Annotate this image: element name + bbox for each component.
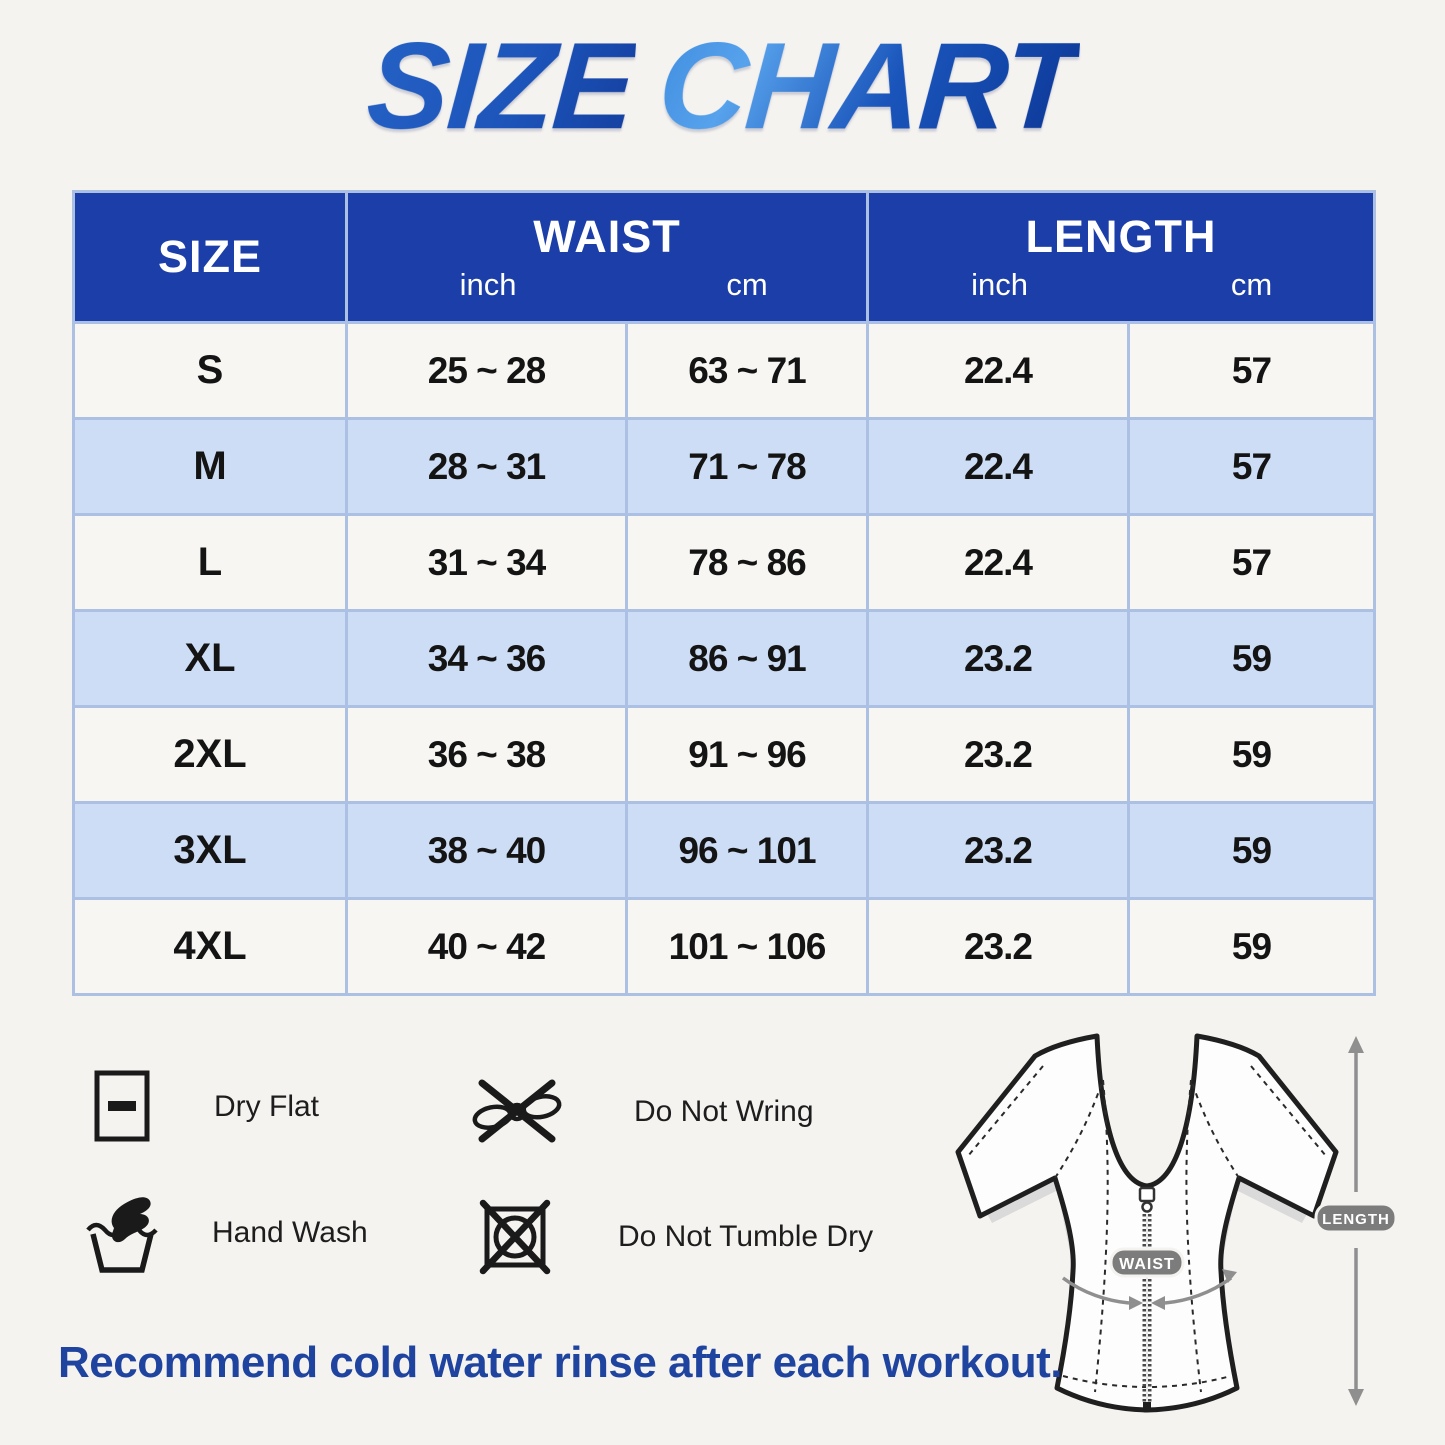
length-inch-cell: 23.2	[869, 708, 1127, 801]
length-inch-cell: 22.4	[869, 420, 1127, 513]
waist-cm-cell: 86 ~ 91	[628, 612, 866, 705]
size-cell: 4XL	[75, 900, 345, 993]
waist-inch-cell: 28 ~ 31	[348, 420, 625, 513]
length-badge	[1316, 1204, 1396, 1232]
size-cell: M	[75, 420, 345, 513]
length-unit-inch: inch	[971, 267, 1028, 302]
length-inch-cell: 23.2	[869, 900, 1127, 993]
care-item-hand-wash	[84, 1190, 368, 1276]
care-label: Hand Wash	[212, 1216, 368, 1249]
table-row-l	[75, 516, 1373, 609]
waist-cm-cell: 101 ~ 106	[628, 900, 866, 993]
table-row-4xl	[75, 900, 1373, 993]
length-unit-cm: cm	[1230, 267, 1273, 302]
size-cell: S	[75, 324, 345, 417]
size-cell: L	[75, 516, 345, 609]
care-label: Dry Flat	[214, 1090, 319, 1123]
size-cell: 2XL	[75, 708, 345, 801]
length-inch-cell: 22.4	[869, 324, 1127, 417]
length-badge-label: LENGTH	[1322, 1211, 1390, 1228]
length-inch-cell: 22.4	[869, 516, 1127, 609]
hand-wash-icon	[84, 1190, 160, 1276]
header-length	[869, 193, 1373, 321]
waist-inch-cell: 31 ~ 34	[348, 516, 625, 609]
length-cm-cell: 57	[1130, 420, 1373, 513]
waist-inch-cell: 25 ~ 28	[348, 324, 625, 417]
waist-inch-cell: 40 ~ 42	[348, 900, 625, 993]
care-item-do-not-wring	[466, 1076, 814, 1148]
header-waist-label: WAIST	[533, 211, 681, 262]
table-row-s	[75, 324, 1373, 417]
waist-cm-cell: 91 ~ 96	[628, 708, 866, 801]
length-cm-cell: 57	[1130, 324, 1373, 417]
waist-cm-cell: 63 ~ 71	[628, 324, 866, 417]
care-item-do-not-tumble-dry	[478, 1196, 873, 1278]
care-item-dry-flat	[90, 1068, 319, 1146]
length-inch-cell: 23.2	[869, 804, 1127, 897]
header-waist	[348, 193, 866, 321]
length-cm-cell: 59	[1130, 804, 1373, 897]
table-row-2xl	[75, 708, 1373, 801]
care-label: Do Not Tumble Dry	[618, 1220, 874, 1253]
length-cm-cell: 59	[1130, 900, 1373, 993]
waist-cm-cell: 71 ~ 78	[628, 420, 866, 513]
title-word-size: SIZE	[362, 18, 638, 155]
size-cell: 3XL	[75, 804, 345, 897]
length-cm-cell: 59	[1130, 708, 1373, 801]
header-length-units	[869, 267, 1373, 303]
waist-badge	[1111, 1249, 1183, 1276]
table-row-xl	[75, 612, 1373, 705]
table-row-m	[75, 420, 1373, 513]
waist-badge-label: WAIST	[1119, 1256, 1175, 1273]
table-header	[75, 193, 1373, 321]
length-cm-cell: 57	[1130, 516, 1373, 609]
header-size-label: SIZE	[157, 231, 263, 282]
length-inch-cell: 23.2	[869, 612, 1127, 705]
size-cell: XL	[75, 612, 345, 705]
do-not-tumble-dry-icon	[478, 1196, 552, 1278]
header-length-label: LENGTH	[1025, 211, 1217, 262]
table-row-3xl	[75, 804, 1373, 897]
waist-inch-cell: 38 ~ 40	[348, 804, 625, 897]
title-word-chart: CHART	[654, 18, 1083, 155]
waist-unit-cm: cm	[726, 267, 768, 302]
care-label: Do Not Wring	[634, 1095, 814, 1128]
waist-inch-cell: 36 ~ 38	[348, 708, 625, 801]
waist-cm-cell: 78 ~ 86	[628, 516, 866, 609]
dry-flat-icon	[90, 1068, 154, 1146]
page-title	[0, 18, 1445, 155]
do-not-wring-icon	[466, 1076, 568, 1148]
size-table	[72, 190, 1376, 996]
waist-inch-cell: 34 ~ 36	[348, 612, 625, 705]
length-cm-cell: 59	[1130, 612, 1373, 705]
header-waist-units	[348, 267, 866, 303]
waist-cm-cell: 96 ~ 101	[628, 804, 866, 897]
footer-note: Recommend cold water rinse after each workout.	[58, 1338, 1062, 1387]
waist-unit-inch: inch	[459, 267, 517, 302]
header-size	[75, 193, 345, 321]
